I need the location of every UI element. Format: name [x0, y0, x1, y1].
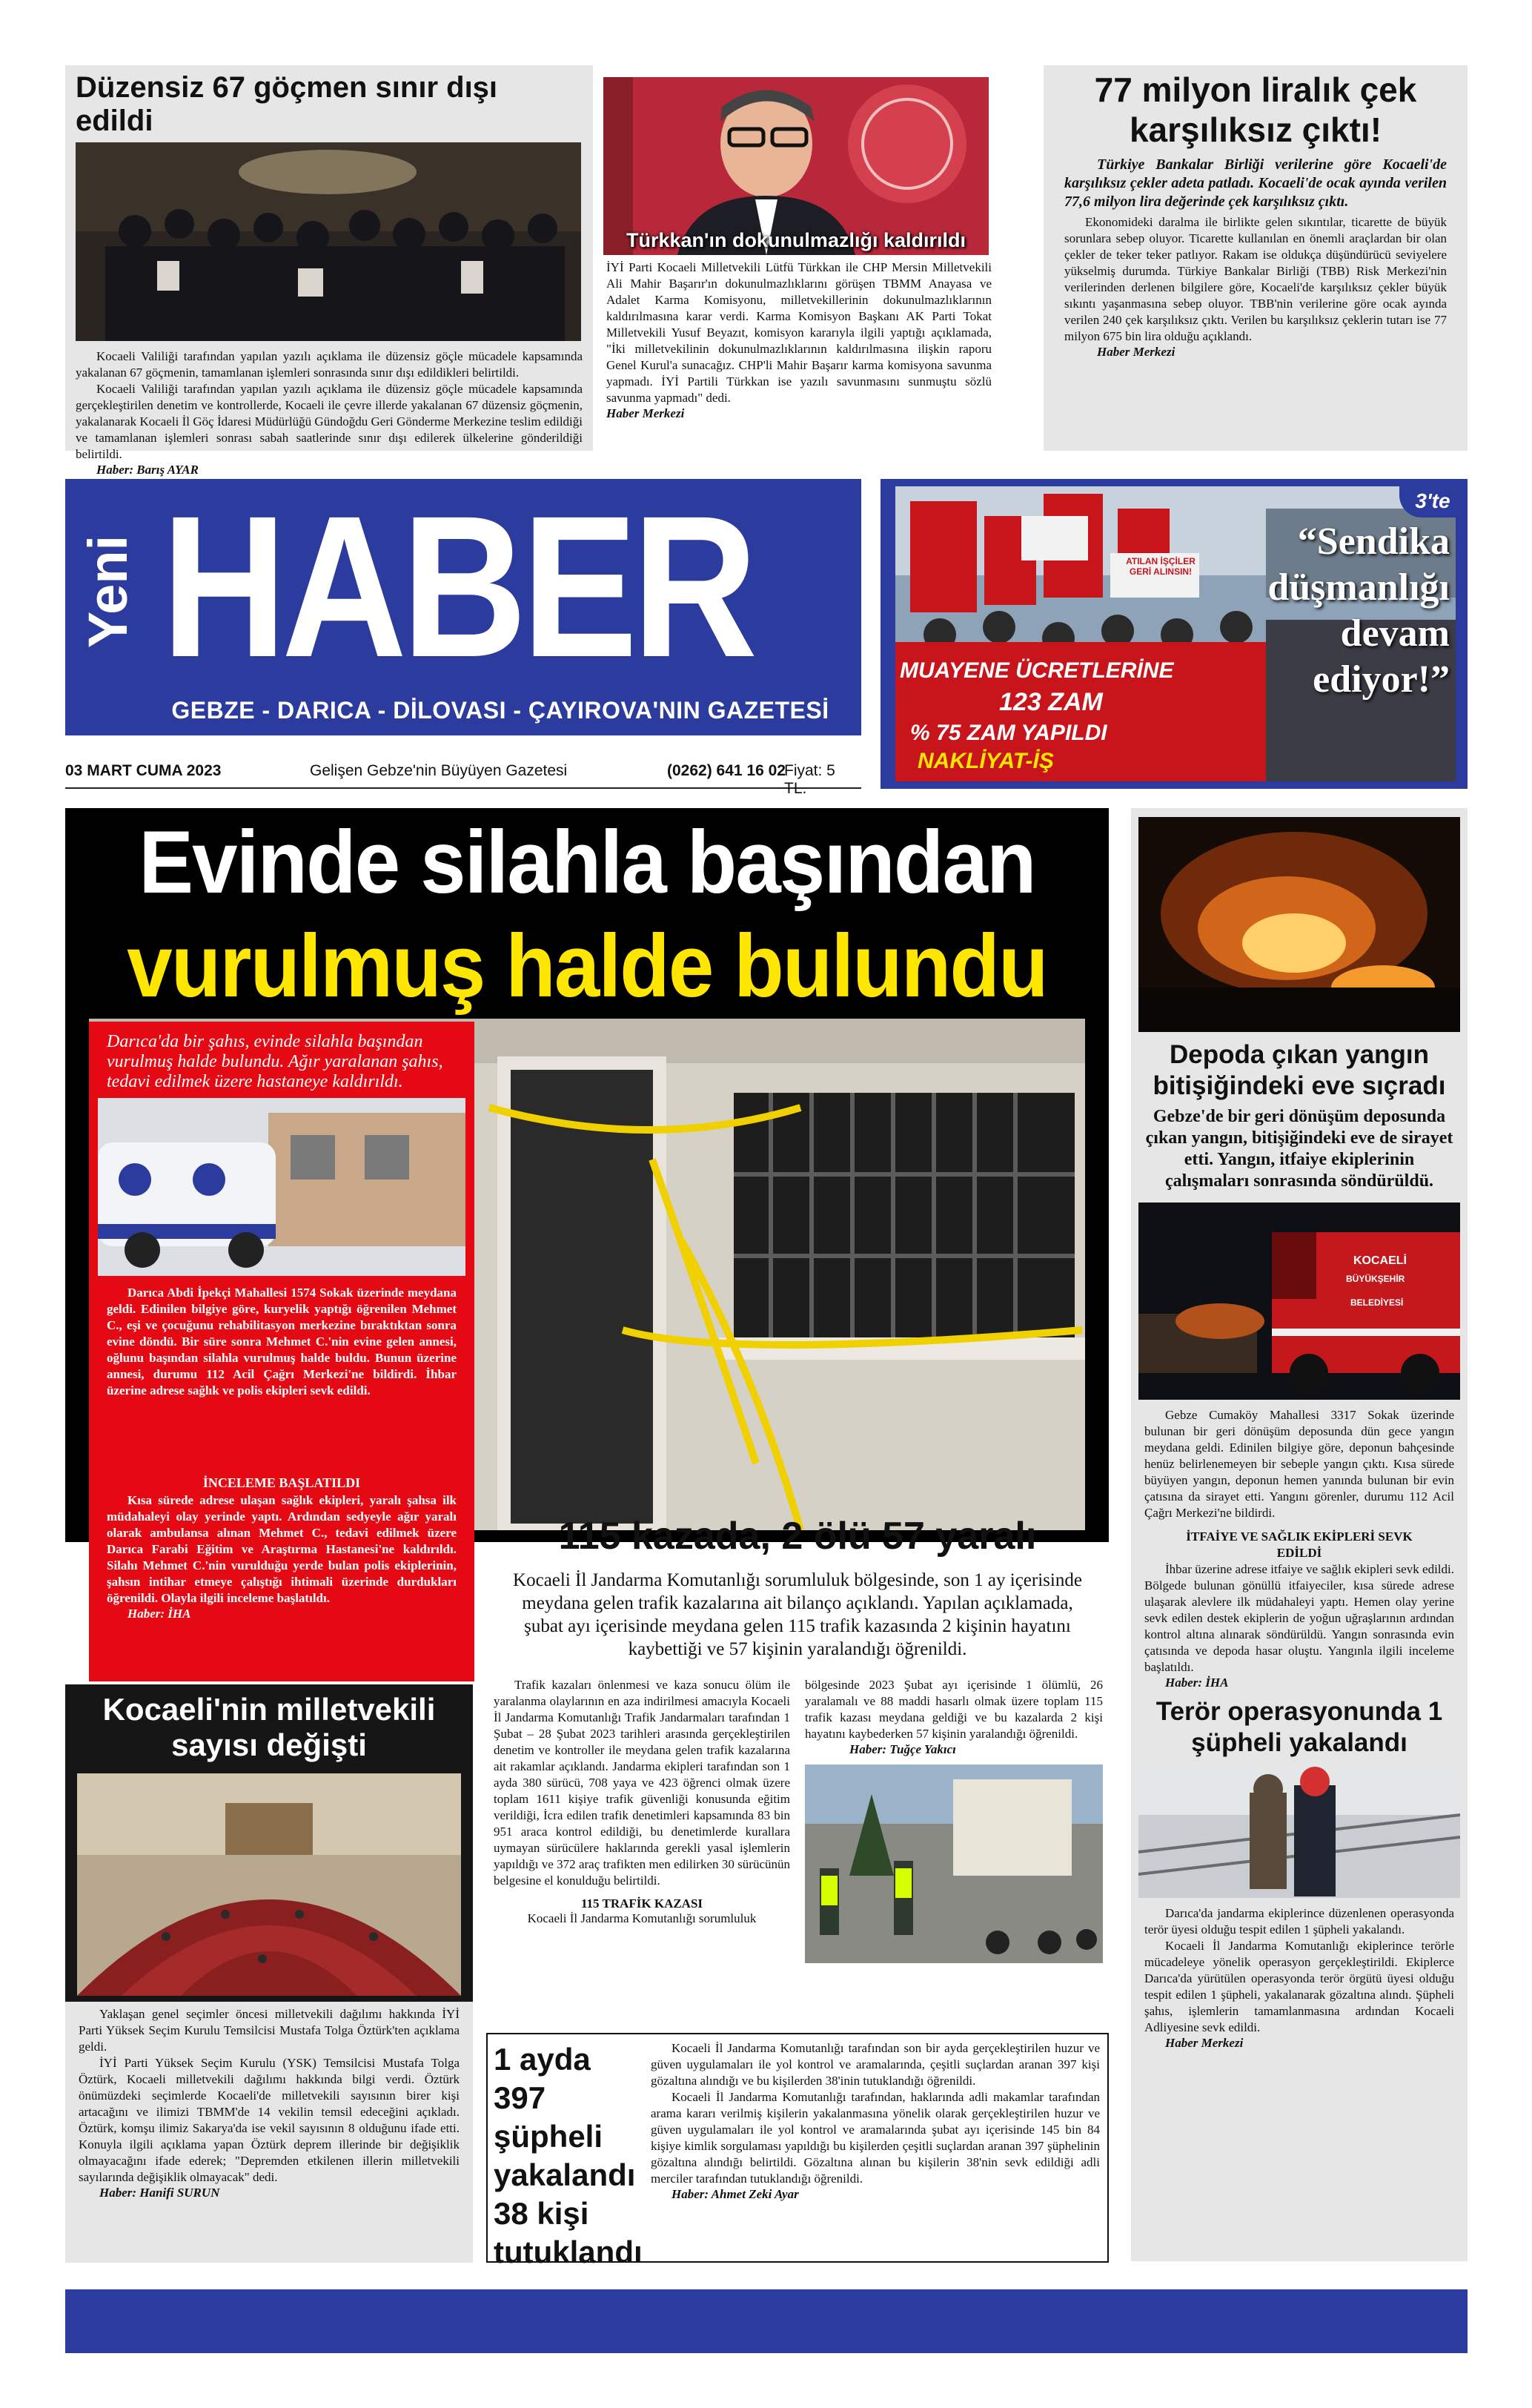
story-397-suspects [486, 2033, 1109, 2269]
headline-line-2: vurulmuş halde bulundu [127, 916, 1047, 1016]
subhead: İTFAİYE VE SAĞLIK EKİPLERİ SEVK EDİLDİ [1186, 1529, 1413, 1560]
right-column [1131, 808, 1468, 2261]
sendika-banner-4: NAKLİYAT-İŞ [918, 749, 1054, 773]
byline: Haber Merkezi [1165, 2036, 1244, 2050]
story-paragraph: Darıca'da jandarma ekiplerince düzenlenen operasyonda terör üyesi olduğu tespit edilen 1 şüpheli yakalandı. [1144, 1906, 1454, 1936]
story-paragraph: İhbar üzerine adrese itfaiye ve sağlık ekipleri sevk edildi. Bölgede bulunan gönüllü itfaiyeciler, kısa sürede adrese ulaşarak alevlere ilk müdahaleyi yaptı. Hemen olay yerine sevk edilen destek ekiplerin de yoğun uğraşlarının ardından kontrol altına alınarak söndürüldü. Yangın sonrasında evin çatısında ve depoda hasar oluştu. Yangınla ilgili inceleme başlatıldı. [1144, 1562, 1454, 1674]
truck-text-3: BELEDİYESİ [1350, 1297, 1404, 1308]
issue-date: 03 MART CUMA 2023 [65, 762, 222, 779]
sendika-banner-3: % 75 ZAM YAPILDI [910, 721, 1107, 745]
story-title: 77 milyon liralık çek karşılıksız çıktı! [1094, 70, 1417, 149]
masthead-info-row [65, 759, 861, 797]
story-paragraph: Kocaeli İl Jandarma Komutanlığı tarafından son bir ayda gerçekleştirilen huzur ve güven uygulamaları ile yol kontrol ve aramalarında, çeşitli suçlardan aranan 397 kişi gözaltına alındığı ve bu kişilerden 38'inin tutuklandığı öğrenildi. [651, 2041, 1100, 2088]
masthead-logo: HABER [162, 474, 753, 699]
story-title: Depoda çıkan yangın bitişiğindeki eve sıçradı [1153, 1040, 1446, 1100]
byline: Haber Merkezi [606, 406, 685, 420]
story-paragraph: İYİ Parti Yüksek Seçim Kurulu (YSK) Temsilcisi Mustafa Tolga Öztürk, Kocaeli milletvekili dağılımı hakkında bilgi verdi. Öztürk önümüzdeki seçimlerde Kocaeli'de milletvekili sayısının birer kişi artacağını ve ilimizi TBMM'de 14 vekilin temsil edeceğini açıkladı. Öztürk, komşu ilimiz Sakarya'da ise vekil sayısının 8 olduğunu ifade etti. Konuyla ilgili açıklama yapan Öztürk deprem illerinde bir değişiklik olmayacağını ifade ederek; "Depremden etkilenen illerin milletvekili sayılarında değişiklik olmayacak" dedi. [79, 2056, 460, 2184]
story-title: 1 ayda 397 şüpheli yakalandı 38 kişi tutuklandı [494, 2042, 643, 2269]
sendika-banner-2: 123 ZAM [999, 688, 1103, 716]
subhead: İNCELEME BAŞLATILDI [202, 1475, 361, 1490]
story-paragraph: Ekonomideki daralma ile birlikte gelen sıkıntılar, ticarette de büyük sorunlara sebep oluyor. Ticarette kullanılan en önemli araçlardan bir olan çekler de teker teker patlıyor. Rakam ise oldukça düşündürücü seviyelere yükselmiş durumda. Türkiye Bankalar Birliği (TBB) Risk Merkezi'nin verilerinden derlenen bilgilere göre, Kocaeli'de karşılıksız çekler büyük sıkıntı yaşanmasına sebep oluyor. TBB'nin verilerine göre ocak ayında verilen 240 çek karşılıksız çıktı. Verilen bu karşılıksız çeklerin tutarı ise 77 milyon 675 bin lira olduğu açıklandı. [1064, 215, 1447, 343]
story-paragraph: Trafik kazaları önlenmesi ve kaza sonucu ölüm ile yaralanma olaylarının en aza indirilmesi amacıyla Kocaeli İl Jandarma Komutanlığı Trafik Jandarmaları tarafından 1 Şubat – 28 Şubat 2023 tarihleri arasında gerçekleştirilen denetim ve kontroller ile meydana gelen trafik kazalarına ait rakamlar açıklandı. Jandarma ekipleri tarafından son 1 ayda 380 sürücü, 708 yaya ve 423 öğrenci olmak üzere toplam 1611 kişiye trafik güvenliği konusunda eğitim verildiği, İcra edilen trafik denetimleri kapsamında 83 bin 951 araca kontrol edildiği, bu denetimlerde kurallara uymayan sürücülere haklarında gerekli yasal işlemlerin yapıldığı ve 372 araç trafikten men edilirken 30 sürücünün belgesine el konulduğu belirtildi. [494, 1678, 790, 1888]
turkkan-caption: Türkkan'ın dokunulmazlığı kaldırıldı [626, 229, 966, 251]
byline: Haber Merkezi [1097, 345, 1175, 359]
story-paragraph: Kocaeli Valiliği tarafından yapılan yazılı açıklama ile düzensiz göçle mücadele kapsamında yakalanan 67 göçmenin, tamamlanan işlemleri sonrasında sınır dışı edildikleri belirtildi. [76, 349, 583, 380]
story-paragraph: Yaklaşan genel seçimler öncesi milletvekili dağılımı hakkında İYİ Parti Yüksek Seçim Kurulu Temsilcisi Mustafa Tolga Öztürk'ten açıklama geldi. [79, 2007, 460, 2054]
terror-photo [1138, 1763, 1460, 1898]
story-traffic [486, 1508, 1109, 2042]
price: Fiyat: 5 TL. [784, 762, 835, 797]
parliament-photo [77, 1773, 461, 1996]
byline: Haber: Ahmet Zeki Ayar [672, 2187, 799, 2201]
phone: (0262) 641 16 02 [667, 762, 786, 779]
sendika-quote: “Sendika düşmanlığı devam ediyor!” [1267, 520, 1450, 701]
subhead-continued: Kocaeli İl Jandarma Komutanlığı sorumluluk [527, 1911, 757, 1925]
masthead-tagline: GEBZE - DARICA - DİLOVASI - ÇAYIROVA'NIN GAZETESİ [171, 697, 829, 724]
story-mp-count [65, 1684, 473, 2263]
story-lead: Türkiye Bankalar Birliği verilerine göre Kocaeli'de karşılıksız çekler adeta patladı. Kocaeli'de ocak ayında verilen 77,6 milyon lira değerinde çek karşılıksız çıktı. [1064, 156, 1447, 210]
story-paragraph: Kocaeli İl Jandarma Komutanlığı tarafından, haklarında adli makamlar tarafından arama kararı verilmiş kişilerin yakalanmasına yönelik olarak gerçekleştirilen huzur ve güven uygulamaları ile yol kontrol ve aramalarında şubat ayı içerisinde 145 bin 84 kişiye kimlik sorgulaması yapıldığı bu kişilerden çeşitli suçlardan aranan 397 şüphelinin gözaltına alındığı belirtildi. Gözaltına alınan bu kişilerin 38'nin sevk edildiği adli merciler tarafından tutuklandığı öğrenildi. [651, 2090, 1100, 2186]
story-paragraph: Gebze Cumaköy Mahallesi 3317 Sokak üzerinde bulunan bir geri dönüşüm deposunda dün gece yangın meydana geldi. Edinilen bilgiye göre, deponun bahçesinde henüz belirlenemeyen bir sebeple yangın çıktı. Kısa sürede büyüyen yangın, deponun hemen yanında bulunan bir evin çatısına da sirayet etti. Yangını görenler, durumu 112 Acil Çağrı Merkezi'ne bildirdi. [1144, 1408, 1454, 1520]
story-shooting-continued [89, 1472, 474, 1681]
byline: Haber: İHA [1165, 1676, 1229, 1690]
turkkan-photo [603, 77, 989, 255]
story-lead: Gebze'de bir geri dönüşüm deposunda çıkan yangın, bitişiğindeki eve de sirayet etti. Yangın, itfaiye ekiplerinin çalışmaları sonrasında söndürüldü. [1145, 1107, 1453, 1191]
story-paragraph: Kısa sürede adrese ulaşan sağlık ekipleri, yaralı şahsa ilk müdahaleyi olay yerinde yaptı. Ardından sedyeyle ağır yaralı olarak ambulansa alınan Mehmet C., tedavi edilmek üzere Darıca Farabi Eğitim ve Araştırma Hastanesi'ne kaldırıldı. Silahı Mehmet C.'nin vurulduğu yerde bulan polis ekiplerinin, şahsın intihar etmeye çalıştığı ihtimali üzerinde durdukları öğrenildi. Olayla ilgili inceleme başlatıldı. [107, 1493, 457, 1605]
page-ref-badge[interactable]: 3'te [1399, 485, 1466, 517]
masthead-yeni: Yeni [77, 535, 139, 649]
story-paragraph: Kocaeli İl Jandarma Komutanlığı ekiplerince terörle mücadeleye yönelik operasyon gerçekleştirildi. Ekiplerce Darıca'da yürütülen operasyonda terör örgütü üyesi olduğu tespit edilen 1 şüpheli, yakalanarak gözaltına alındı. Şüpheli şahıs, işlemlerin tamamlanmasına ardından Kocaeli Adliyesine sevk edildi. [1144, 1939, 1454, 2034]
truck-text-1: KOCAELİ [1353, 1254, 1407, 1267]
footer-bar [65, 2289, 1468, 2353]
byline: Haber: Tuğçe Yakıcı [849, 1742, 956, 1756]
fire-truck-photo [1138, 1203, 1460, 1400]
masthead [65, 474, 861, 735]
headline-line-1: Evinde silahla başından [139, 813, 1035, 912]
byline: Haber: Hanifi SURUN [99, 2186, 220, 2200]
truck-text-2: BÜYÜKŞEHİR [1346, 1274, 1405, 1284]
story-lead: Darıca'da bir şahıs, evinde silahla başından vurulmuş halde bulundu. Ağır yaralanan şahıs, tedavi edilmek üzere hastaneye kaldırıldı. [107, 1032, 443, 1091]
slogan: Gelişen Gebze'nin Büyüyen Gazetesi [310, 762, 568, 779]
story-title: Kocaeli'nin milletvekili sayısı değişti [102, 1692, 436, 1762]
story-turkkan [597, 65, 1042, 451]
byline: Haber: Barış AYAR [96, 463, 199, 477]
sendika-sign: ATILAN İŞÇİLER GERİ ALINSIN! [1126, 556, 1196, 577]
story-sendika[interactable] [881, 479, 1468, 789]
story-lead: Kocaeli İl Jandarma Komutanlığı sorumluluk bölgesinde, son 1 ay içerisinde meydana gelen trafik kazalarına ait bilanço açıklandı. Yapılan açıklamada, şubat ayı içerisinde meydana gelen 115 trafik kazasında 2 kişinin hayatını kaybettiği ve 57 kişinin yaralandığı öğrenildi. [513, 1570, 1082, 1659]
story-migrants [65, 65, 593, 477]
subhead: 115 TRAFİK KAZASI [580, 1896, 703, 1911]
fire-photo [1138, 817, 1460, 1032]
byline: Haber: İHA [127, 1607, 191, 1621]
story-cheques [1044, 65, 1468, 451]
story-paragraph: Kocaeli Valiliği tarafından yapılan yazılı açıklama ile düzensiz göçle mücadele kapsamında gerçekleştirilen denetim ve kontrollerde, Kocaeli ile çevre illerde yakalanan 67 düzensiz göçmenin, yakalanarak Kocaeli İl Göç İdaresi Müdürlüğü Gündoğdu Geri Gönderme Merkezine teslim edildiği ve tamamlanan işlemleri sonrası sabah saatlerinde sınır dışı edilerek ülkelerine gönderildiği belirtildi. [76, 382, 583, 461]
story-paragraph: bölgesinde 2023 Şubat ayı içerisinde 1 ölümlü, 26 yaralamalı ve 88 maddi hasarlı olmak üzere toplam 115 trafik kazası meydana geldiği ve bu kazalarda 2 kişi hayatını kaybederken 57 kişinin yaralandığı öğrenildi. [805, 1678, 1103, 1741]
police-car-photo [98, 1098, 465, 1276]
traffic-photo [805, 1764, 1103, 1963]
story-paragraph: İYİ Parti Kocaeli Milletvekili Lütfü Türkkan ile CHP Mersin Milletvekili Ali Mahir Başarır'ın dokunulmazlıklarını görüşen TBMM Anayasa ve Adalet Karma Komisyonu, milletvekillerinin dokunulmazlıklarının kaldırılmasına karar verdi. Karma Komisyon Başkanı AK Parti Tokat Milletvekili Yusuf Beyazıt, komisyon kararıyla ilgili yaptığı açıklamada, "İki milletvekilinin dokunulmazlıklarının kaldırılmasına ilişkin raporu Genel Kurul'a sunacağız. CHP'li Mahir Başarır karma komisyona savunma yapmadı. İYİ Partili Türkkan ise yazılı savunmasını sunmuştu sözlü savunma yapmadı" dedi. [606, 260, 992, 405]
story-paragraph: Darıca Abdi İpekçi Mahallesi 1574 Sokak üzerinde meydana geldi. Edinilen bilgiye göre, kuryelik yaptığı öğrenilen Mehmet C., eşi ve çocuğunu rehabilitasyon merkezine bıraktıktan sonra evine döndü. Bir süre sonra Mehmet C.'nin evine gelen annesi, oğlunu başından silahla vurulmuş halde buldu. Bunun üzerine annesi, durumu 112 Acil Çağrı Merkezi'ne bildirdi. İhbar üzerine adrese sağlık ve polis ekipleri sevk edildi. [107, 1286, 457, 1398]
story-title: 115 kazada, 2 ölü 57 yaralı [558, 1515, 1037, 1558]
story-title: Düzensiz 67 göçmen sınır dışı edildi [76, 71, 498, 137]
migrants-photo [76, 142, 581, 341]
story-title: Terör operasyonunda 1 şüpheli yakalandı [1155, 1697, 1443, 1757]
sendika-banner-1: MUAYENE ÜCRETLERİNE [900, 658, 1174, 683]
